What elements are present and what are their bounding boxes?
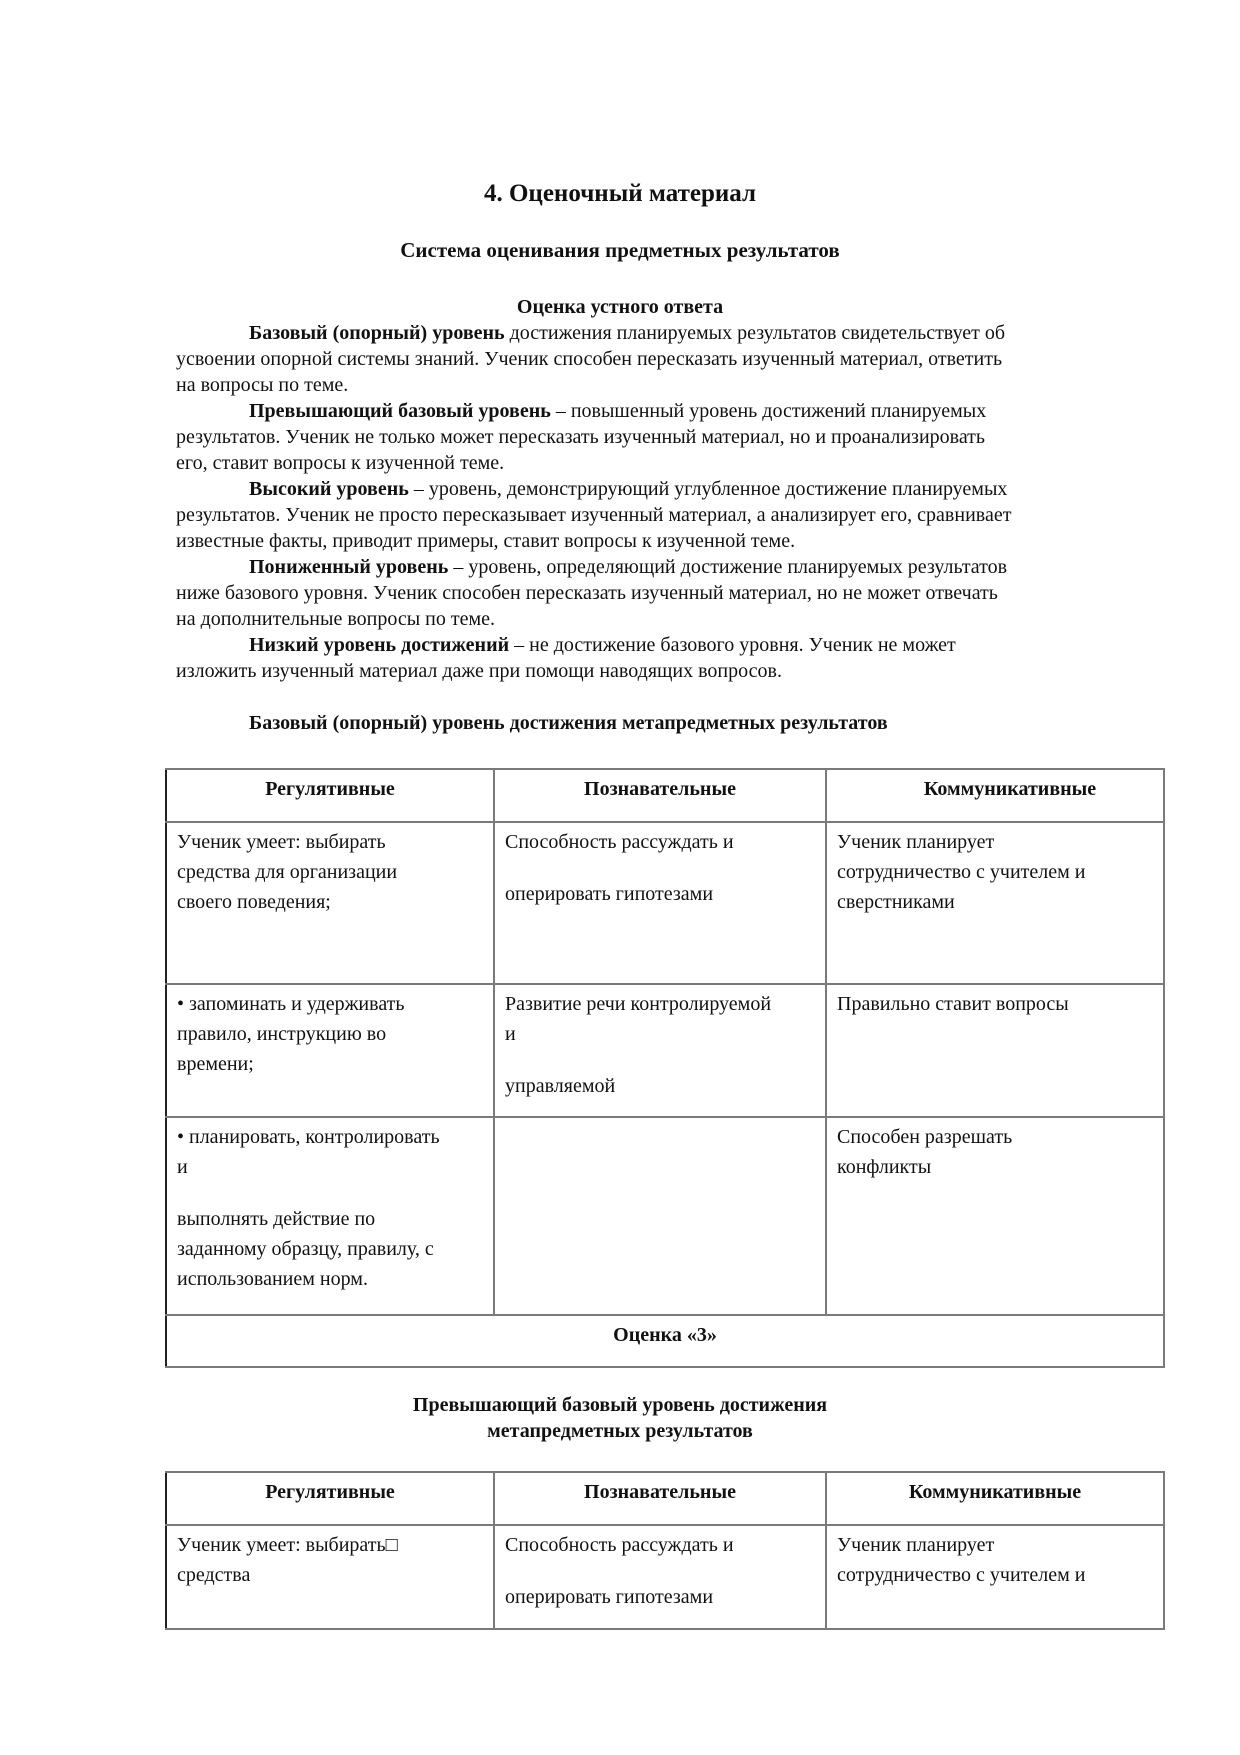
paragraph-high-level: Высокий уровень – уровень, демонстрирующий углубленное достижение планируемых результатов. Ученик не просто пересказывает изученный материал, а анализирует его, сравнивает известные факты, приводит примеры, ставит вопросы к изученной теме. [176,478,1012,552]
table-above-basic-metasubject [165,1471,1165,1630]
table-cell: Способность рассуждать и оперировать гипотезами [494,822,826,984]
table-row [166,984,1164,1117]
table-cell: Ученик умеет: выбирать средства для организации своего поведения; [166,822,494,984]
subtitle: Система оценивания предметных результатов [400,238,840,262]
table-cell: Ученик планирует сотрудничество с учителем и [826,1525,1164,1629]
table-cell: • планировать, контролировать и выполнять действие по заданному образцу, правилу, с использованием норм. [166,1117,494,1315]
grade-summary: Оценка «3» [166,1315,1164,1367]
table-cell: Развитие речи контролируемой и управляемой [494,984,826,1117]
table-cell: Правильно ставит вопросы [826,984,1164,1117]
table-cell: Ученик планирует сотрудничество с учителем и сверстниками [826,822,1164,984]
table1-caption: Базовый (опорный) уровень достижения метапредметных результатов [249,712,888,734]
table-basic-metasubject [165,768,1165,1368]
paragraph-lowered-level: Пониженный уровень – уровень, определяющий достижение планируемых результатов ниже базового уровня. Ученик способен пересказать изученный материал, но не может отвечать на дополнительные вопросы по теме. [176,556,1008,630]
table-header-row [166,769,1164,822]
table-cell: Способен разрешать конфликты [826,1117,1164,1315]
table-cell: • запоминать и удерживать правило, инструкцию во времени; [166,984,494,1117]
header-communicative: Коммуникативные [826,769,1164,822]
paragraph-basic-level: Базовый (опорный) уровень достижения планируемых результатов свидетельствует об усвоении опорной системы знаний. Ученик способен пересказать изученный материал, ответить на вопросы по теме. [176,322,1006,396]
header-communicative: Коммуникативные [826,1472,1164,1525]
table2-caption: Превышающий базовый уровень достижения метапредметных результатов [412,1394,828,1442]
paragraph-low-level: Низкий уровень достижений – не достижение базового уровня. Ученик не может изложить изученный материал даже при помощи наводящих вопросов. [176,634,956,682]
table-summary-row [166,1315,1164,1367]
table-row [166,1525,1164,1629]
term: Низкий уровень достижений [249,634,510,656]
table-row [166,1117,1164,1315]
header-regulative: Регулятивные [166,769,494,822]
header-cognitive: Познавательные [494,769,826,822]
table-cell-empty [494,1117,826,1315]
section-title: 4. Оценочный материал [483,180,757,207]
term: Пониженный уровень [249,556,449,578]
term: Высокий уровень [249,478,409,500]
header-regulative: Регулятивные [166,1472,494,1525]
table-row [166,822,1164,984]
term: Превышающий базовый уровень [249,400,551,422]
oral-answer-heading: Оценка устного ответа [516,296,724,318]
header-cognitive: Познавательные [494,1472,826,1525]
table-header-row [166,1472,1164,1525]
table-cell: Способность рассуждать и оперировать гипотезами [494,1525,826,1629]
term: Базовый (опорный) уровень [249,322,505,344]
paragraph-above-basic-level: Превышающий базовый уровень – повышенный уровень достижений планируемых результатов. Ученик не только может пересказать изученный материал, но и проанализировать его, ставит вопросы к изученной теме. [176,400,987,474]
table-cell: Ученик умеет: выбирать□ средства [166,1525,494,1629]
